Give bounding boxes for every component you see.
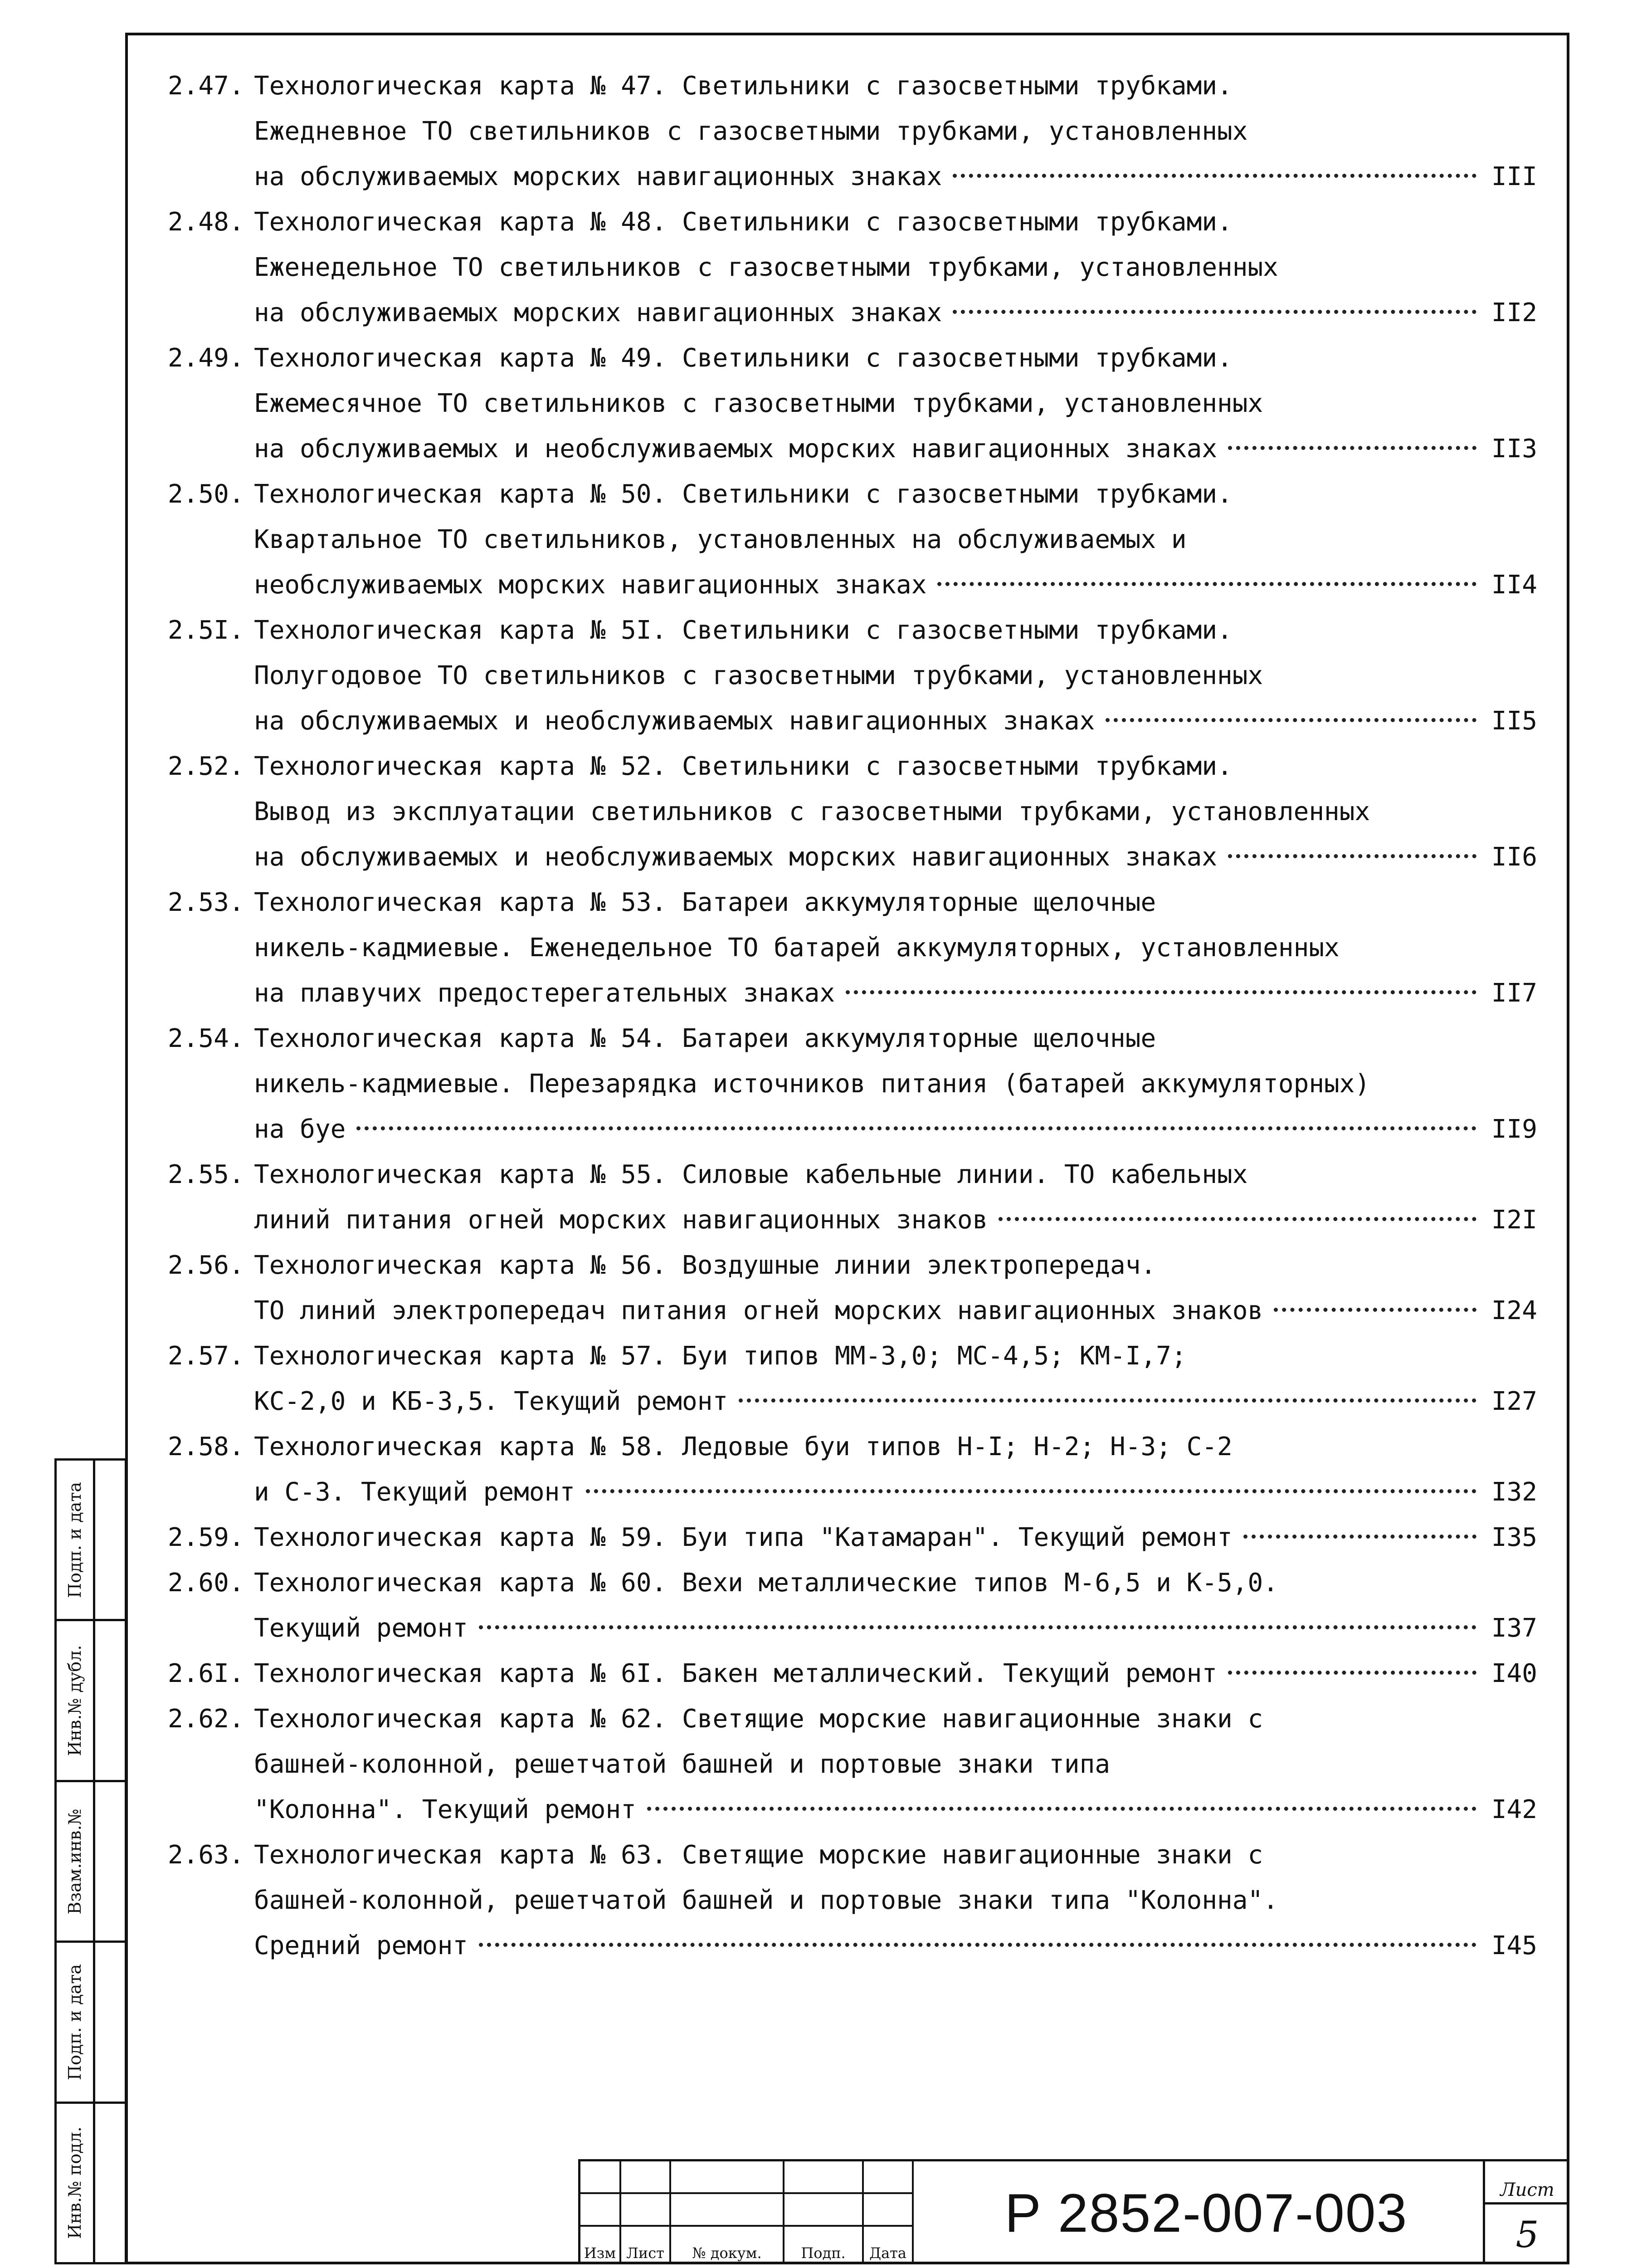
toc-entry <box>168 608 1537 744</box>
toc-entry-text: на обслуживаемых морских навигационных знаках <box>254 298 942 327</box>
side-stamp-label: Подп. и дата <box>65 1964 85 2080</box>
toc-line <box>168 1787 1537 1833</box>
toc-entry-number: 2.57. <box>168 1341 244 1371</box>
toc-line <box>168 699 1537 744</box>
toc-line <box>168 1061 1537 1107</box>
toc-entry-text: на обслуживаемых и необслуживаемых морских навигационных знаках <box>254 434 1218 464</box>
dot-leader <box>479 1943 1476 1947</box>
toc-entry-text: на обслуживаемых морских навигационных знаках <box>254 162 942 191</box>
toc-line <box>168 1424 1537 1470</box>
toc-page-number: I40 <box>1491 1659 1537 1688</box>
toc-entry-number: 2.52. <box>168 752 244 781</box>
toc-page-number: I32 <box>1491 1477 1537 1507</box>
toc-line <box>168 1334 1537 1379</box>
toc-entry-text: Технологическая карта № 47. Светильники с газосветными трубками. <box>254 71 1233 101</box>
toc-entry-number: 2.55. <box>168 1160 244 1189</box>
dot-leader <box>356 1126 1476 1130</box>
toc-page-number: II7 <box>1491 978 1537 1008</box>
toc-line <box>168 562 1537 608</box>
toc-entry-text: на плавучих предостерегательных знаках <box>254 978 835 1008</box>
toc-entry-text: Средний ремонт <box>254 1931 468 1960</box>
toc-entry <box>168 880 1537 1016</box>
toc-entry <box>168 1515 1537 1560</box>
side-stamp-cell <box>57 1461 125 1621</box>
dot-leader <box>739 1398 1476 1403</box>
toc-entry-number: 2.6I. <box>168 1659 244 1688</box>
revision-header: Изм <box>580 2227 621 2264</box>
toc-entry <box>168 64 1537 200</box>
side-stamp-cell <box>57 1782 125 1943</box>
toc-entry-text: Полугодовое ТО светильников с газосветными трубками, установленных <box>254 661 1263 690</box>
toc-entry-text: Квартальное ТО светильников, установленных на обслуживаемых и <box>254 525 1187 554</box>
toc-page-number: I35 <box>1491 1523 1537 1552</box>
toc-entry <box>168 336 1537 472</box>
toc-entry-number: 2.54. <box>168 1024 244 1053</box>
table-of-contents <box>168 64 1537 1969</box>
toc-line <box>168 109 1537 154</box>
toc-line <box>168 1198 1537 1243</box>
toc-entry-text: никель-кадмиевые. Еженедельное ТО батарей аккумуляторных, установленных <box>254 933 1340 963</box>
side-stamp-cell <box>57 1943 125 2103</box>
side-stamp-cell <box>57 2104 125 2262</box>
side-stamp-blank <box>95 1461 125 1619</box>
toc-entry <box>168 1833 1537 1969</box>
toc-entry-number: 2.49. <box>168 343 244 373</box>
dot-leader <box>999 1217 1476 1221</box>
dot-leader <box>1274 1308 1476 1312</box>
sheet-box <box>1485 2161 1569 2264</box>
toc-entry <box>168 1016 1537 1152</box>
revision-cell <box>621 2194 671 2227</box>
sheet-label: Лист <box>1485 2161 1569 2204</box>
toc-line <box>168 1878 1537 1923</box>
toc-line <box>168 1243 1537 1288</box>
toc-line <box>168 1651 1537 1696</box>
toc-entry-text: Еженедельное ТО светильников с газосветными трубками, установленных <box>254 253 1278 282</box>
side-stamp-label-box <box>57 1621 95 1779</box>
dot-leader <box>1106 718 1476 722</box>
toc-entry-text: башней-колонной, решетчатой башней и портовые знаки типа <box>254 1750 1111 1779</box>
side-stamp-label: Подп. и дата <box>65 1481 85 1598</box>
toc-entry <box>168 200 1537 336</box>
toc-page-number: I24 <box>1491 1296 1537 1325</box>
toc-entry-text: никель-кадмиевые. Перезарядка источников питания (батарей аккумуляторных) <box>254 1069 1370 1099</box>
toc-entry <box>168 744 1537 880</box>
dot-leader <box>1228 1671 1476 1675</box>
revision-cell <box>784 2161 864 2194</box>
toc-entry-text: ТО линий электропередач питания огней морских навигационных знаков <box>254 1296 1263 1325</box>
toc-line <box>168 1152 1537 1198</box>
toc-line <box>168 517 1537 562</box>
toc-line <box>168 426 1537 472</box>
toc-line <box>168 1379 1537 1424</box>
toc-entry-number: 2.5I. <box>168 616 244 645</box>
toc-entry-text: на обслуживаемых и необслуживаемых навигационных знаках <box>254 706 1095 736</box>
toc-entry-text: Технологическая карта № 50. Светильники с газосветными трубками. <box>254 479 1233 509</box>
toc-entry <box>168 472 1537 608</box>
revision-header: № докум. <box>671 2227 784 2264</box>
side-stamp-label-box <box>57 2104 95 2262</box>
toc-line <box>168 1923 1537 1969</box>
toc-entry <box>168 1152 1537 1243</box>
toc-entry-text: Вывод из эксплуатации светильников с газосветными трубками, установленных <box>254 797 1370 826</box>
side-stamp-blank <box>95 1621 125 1779</box>
revision-cell <box>671 2194 784 2227</box>
revision-header: Дата <box>864 2227 914 2264</box>
toc-entry-text: Технологическая карта № 63. Светящие морские навигационные знаки с <box>254 1840 1263 1870</box>
toc-line <box>168 925 1537 971</box>
toc-entry-text: башней-колонной, решетчатой башней и портовые знаки типа "Колонна". <box>254 1886 1278 1915</box>
toc-entry-text: Технологическая карта № 5I. Светильники с газосветными трубками. <box>254 616 1233 645</box>
toc-line <box>168 64 1537 109</box>
side-stamp-blank <box>95 2104 125 2262</box>
toc-line <box>168 608 1537 653</box>
toc-page-number: I2I <box>1491 1205 1537 1235</box>
dot-leader <box>1243 1535 1476 1539</box>
toc-line <box>168 1470 1537 1515</box>
toc-entry-text: Технологическая карта № 60. Вехи металлические типов М-6,5 и К-5,0. <box>254 1568 1278 1598</box>
sheet-number: 5 <box>1515 2213 1539 2256</box>
toc-entry <box>168 1243 1537 1334</box>
toc-entry-text: Текущий ремонт <box>254 1613 468 1643</box>
side-stamp-label-box <box>57 1461 95 1619</box>
revision-cell <box>784 2194 864 2227</box>
toc-entry-text: Технологическая карта № 52. Светильники с газосветными трубками. <box>254 752 1233 781</box>
toc-entry-text: на обслуживаемых и необслуживаемых морских навигационных знаках <box>254 842 1218 872</box>
revision-cell <box>580 2161 621 2194</box>
toc-line <box>168 880 1537 925</box>
toc-entry-text: необслуживаемых морских навигационных знаках <box>254 570 927 600</box>
toc-page-number: III <box>1491 162 1537 191</box>
toc-line <box>168 971 1537 1016</box>
toc-line <box>168 200 1537 245</box>
toc-entry <box>168 1696 1537 1833</box>
dot-leader <box>586 1489 1476 1493</box>
toc-entry-text: Технологическая карта № 57. Буи типов ММ-3,0; МС-4,5; КМ-I,7; <box>254 1341 1187 1371</box>
side-stamp-blank <box>95 1782 125 1941</box>
toc-line <box>168 245 1537 290</box>
toc-entry-text: "Колонна". Текущий ремонт <box>254 1795 636 1824</box>
toc-entry-number: 2.48. <box>168 207 244 237</box>
revision-cell <box>580 2194 621 2227</box>
title-block <box>578 2159 1569 2264</box>
revision-cell <box>864 2194 914 2227</box>
toc-entry-number: 2.53. <box>168 888 244 917</box>
side-stamp-label-box <box>57 1943 95 2101</box>
toc-entry-text: Технологическая карта № 55. Силовые кабельные линии. ТО кабельных <box>254 1160 1248 1189</box>
toc-page-number: II2 <box>1491 298 1537 327</box>
toc-page-number: II6 <box>1491 842 1537 872</box>
toc-entry-text: Технологическая карта № 59. Буи типа "Катамаран". Текущий ремонт <box>254 1523 1233 1552</box>
toc-line <box>168 290 1537 336</box>
toc-line <box>168 472 1537 517</box>
toc-line <box>168 1696 1537 1742</box>
toc-entry-text: Ежедневное ТО светильников с газосветными трубками, установленных <box>254 117 1248 146</box>
toc-entry-text: Технологическая карта № 62. Светящие морские навигационные знаки с <box>254 1704 1263 1734</box>
side-stamp-label: Взам.инв.№ <box>65 1809 85 1915</box>
toc-line <box>168 1560 1537 1606</box>
toc-entry <box>168 1560 1537 1651</box>
dot-leader <box>1228 854 1476 858</box>
toc-entry <box>168 1424 1537 1515</box>
toc-page-number: I45 <box>1491 1931 1537 1960</box>
toc-entry-text: Технологическая карта № 53. Батареи аккумуляторные щелочные <box>254 888 1156 917</box>
toc-line <box>168 1016 1537 1061</box>
toc-page-number: II3 <box>1491 434 1537 464</box>
toc-line <box>168 1833 1537 1878</box>
side-stamp-blank <box>95 1943 125 2101</box>
toc-entry-number: 2.63. <box>168 1840 244 1870</box>
document-code: Р 2852-007-003 <box>930 2161 1485 2264</box>
toc-line <box>168 154 1537 200</box>
toc-line <box>168 1288 1537 1334</box>
revision-table <box>580 2161 930 2264</box>
dot-leader <box>479 1625 1476 1629</box>
toc-page-number: I42 <box>1491 1795 1537 1824</box>
toc-entry-text: Технологическая карта № 58. Ледовые буи типов Н-I; Н-2; Н-3; С-2 <box>254 1432 1233 1461</box>
toc-entry-text: Технологическая карта № 49. Светильники с газосветными трубками. <box>254 343 1233 373</box>
toc-entry-number: 2.58. <box>168 1432 244 1461</box>
toc-entry-number: 2.50. <box>168 479 244 509</box>
toc-entry <box>168 1334 1537 1424</box>
toc-entry-text: Технологическая карта № 6I. Бакен металлический. Текущий ремонт <box>254 1659 1218 1688</box>
toc-page-number: II9 <box>1491 1114 1537 1144</box>
toc-page-number: I27 <box>1491 1387 1537 1416</box>
toc-line <box>168 835 1537 880</box>
toc-entry-number: 2.47. <box>168 71 244 101</box>
dot-leader <box>953 310 1476 314</box>
toc-line <box>168 381 1537 426</box>
toc-line <box>168 1606 1537 1651</box>
side-stamp-cell <box>57 1621 125 1782</box>
side-stamp-label-box <box>57 1782 95 1941</box>
toc-line <box>168 336 1537 381</box>
toc-entry-text: и С-3. Текущий ремонт <box>254 1477 575 1507</box>
toc-entry-text: Технологическая карта № 56. Воздушные линии электропередач. <box>254 1251 1156 1280</box>
toc-entry-text: Технологическая карта № 54. Батареи аккумуляторные щелочные <box>254 1024 1156 1053</box>
toc-entry-text: Ежемесячное ТО светильников с газосветными трубками, установленных <box>254 389 1263 418</box>
toc-entry-number: 2.56. <box>168 1251 244 1280</box>
toc-entry-text: КС-2,0 и КБ-3,5. Текущий ремонт <box>254 1387 728 1416</box>
toc-entry-text: на буе <box>254 1114 346 1144</box>
toc-line <box>168 789 1537 835</box>
revision-cell <box>864 2161 914 2194</box>
toc-line <box>168 1515 1537 1560</box>
dot-leader <box>953 174 1476 178</box>
toc-entry <box>168 1651 1537 1696</box>
dot-leader <box>937 582 1476 586</box>
toc-page-number: II4 <box>1491 570 1537 600</box>
toc-line <box>168 1742 1537 1787</box>
toc-line <box>168 1107 1537 1152</box>
revision-header: Подп. <box>784 2227 864 2264</box>
dot-leader <box>1228 446 1476 450</box>
toc-line <box>168 744 1537 789</box>
toc-entry-text: Технологическая карта № 48. Светильники с газосветными трубками. <box>254 207 1233 237</box>
revision-cell <box>621 2161 671 2194</box>
toc-line <box>168 653 1537 699</box>
revision-cell <box>671 2161 784 2194</box>
dot-leader <box>846 990 1476 994</box>
toc-page-number: I37 <box>1491 1613 1537 1643</box>
toc-entry-number: 2.62. <box>168 1704 244 1734</box>
side-stamp-label: Инв.№ подл. <box>65 2126 85 2239</box>
side-stamp-label: Инв.№ дубл. <box>65 1645 85 1756</box>
toc-entry-text: линий питания огней морских навигационных знаков <box>254 1205 988 1235</box>
revision-header: Лист <box>621 2227 671 2264</box>
toc-entry-number: 2.60. <box>168 1568 244 1598</box>
dot-leader <box>647 1807 1476 1811</box>
toc-entry-number: 2.59. <box>168 1523 244 1552</box>
side-stamp-column <box>54 1458 127 2264</box>
toc-page-number: II5 <box>1491 706 1537 736</box>
